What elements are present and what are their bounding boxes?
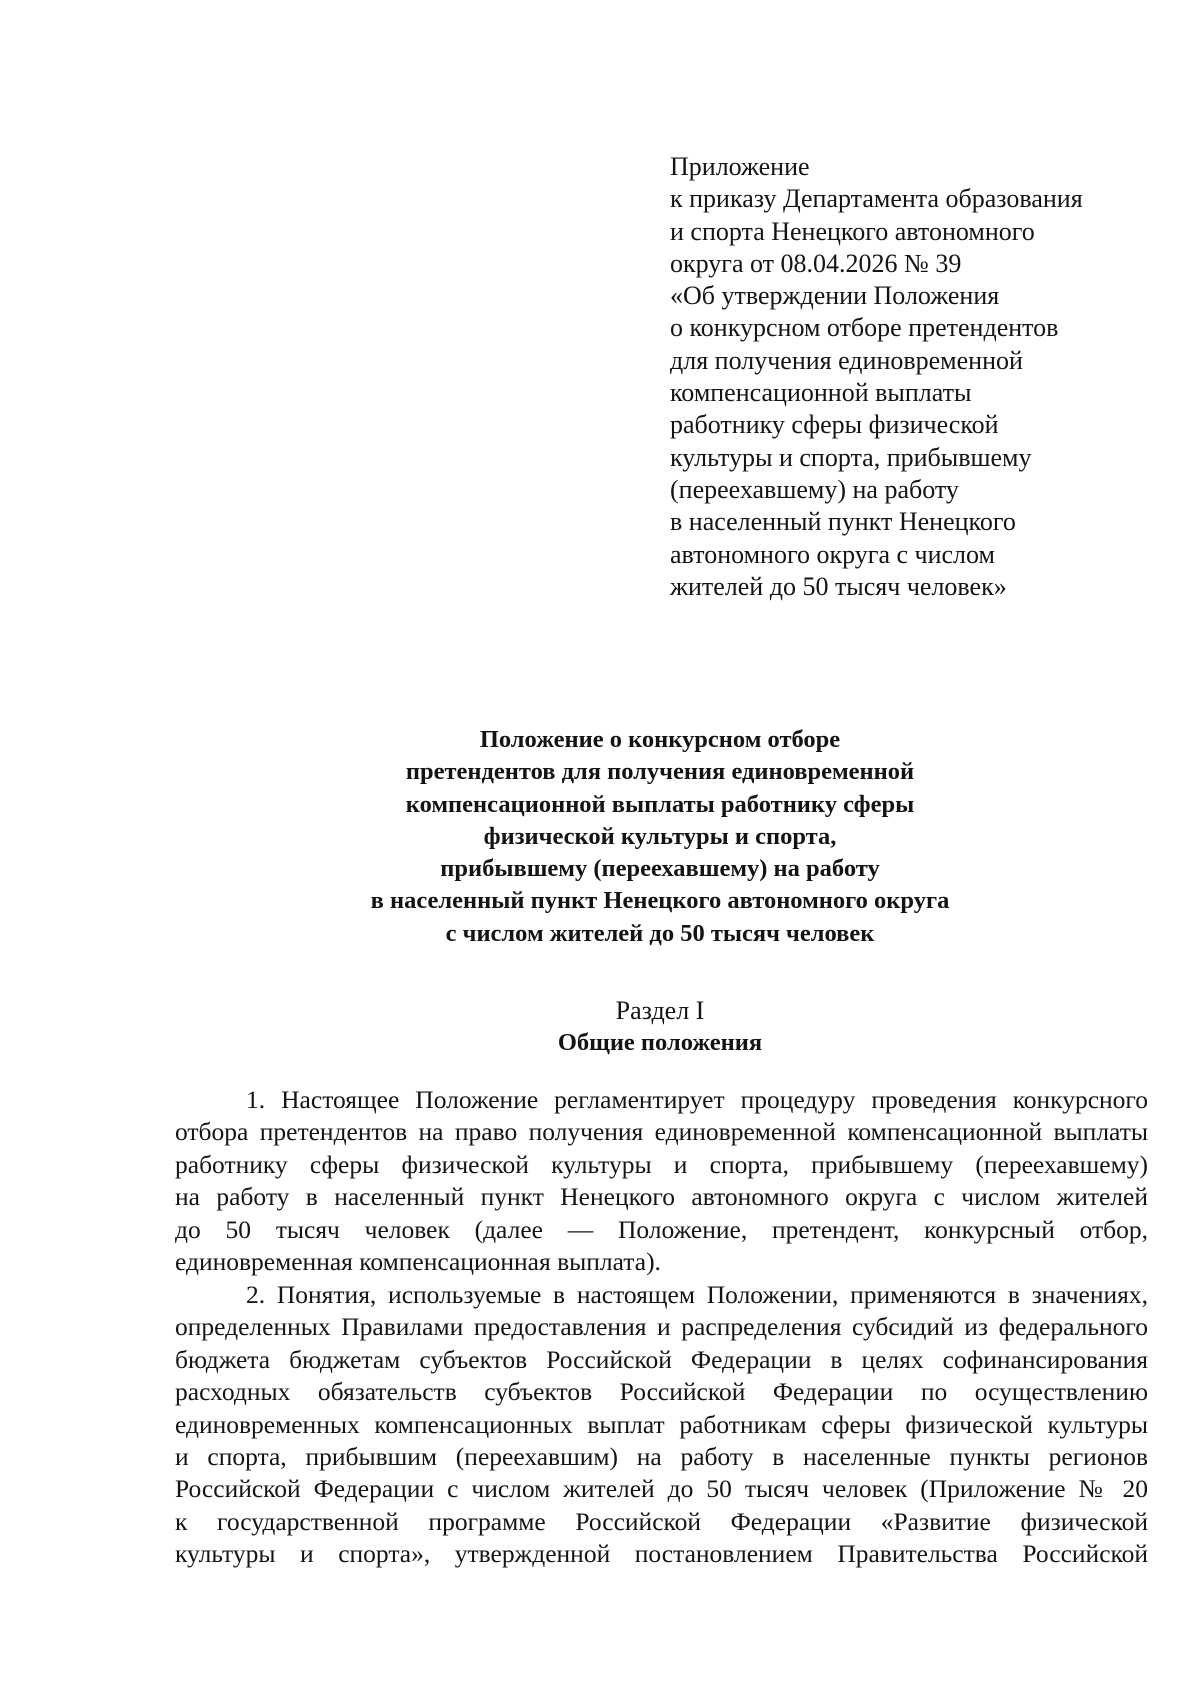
paragraph-line: и спорта, прибывшим (переехавшим) на работу в населенные пункты регионов — [175, 1441, 1148, 1471]
appendix-line: округа от 08.04.2026 № 39 — [670, 248, 962, 278]
paragraph-line: единовременная компенсационная выплата). — [175, 1246, 661, 1276]
title-line: физической культуры и спорта, — [483, 822, 837, 850]
appendix-line: и спорта Ненецкого автономного — [670, 216, 1035, 246]
paragraph-line: на работу в населенный пункт Ненецкого автономного округа с числом жителей — [175, 1182, 1148, 1212]
paragraph-1 — [175, 1084, 1148, 1278]
title-line: претендентов для получения единовременной — [405, 758, 915, 786]
appendix-line: автономного округа с числом — [670, 539, 995, 569]
appendix-line: компенсационной выплаты — [670, 378, 972, 408]
document-title — [150, 724, 1170, 950]
appendix-line: к приказу Департамента образования — [670, 184, 1083, 214]
appendix-line: Приложение — [670, 152, 810, 181]
title-line: прибывшему (переехавшему) на работу — [440, 855, 880, 883]
paragraph-2 — [175, 1279, 1148, 1571]
appendix-line: «Об утверждении Положения — [670, 281, 1000, 311]
section-heading: Общие положения — [557, 1029, 763, 1056]
title-line: в населенный пункт Ненецкого автономного округа — [370, 887, 950, 915]
appendix-line: (переехавшему) на работу — [670, 474, 959, 504]
paragraph-line: до 50 тысяч человек (далее — Положение, претендент, конкурсный отбор, — [175, 1214, 1148, 1244]
appendix-line: в населенный пункт Ненецкого — [670, 507, 1016, 537]
paragraph-line: работнику сферы физической культуры и спорта, прибывшему (переехавшему) — [175, 1149, 1148, 1179]
section-number: Раздел I — [615, 996, 705, 1025]
title-line: компенсационной выплаты работнику сферы — [405, 790, 915, 818]
paragraph-line: расходных обязательств субъектов Российской Федерации по осуществлению — [175, 1377, 1148, 1407]
appendix-line: культуры и спорта, прибывшему — [670, 442, 1032, 472]
paragraph-line: культуры и спорта», утвержденной постановлением Правительства Российской — [175, 1539, 1148, 1569]
paragraph-line: единовременных компенсационных выплат работникам сферы физической культуры — [175, 1409, 1148, 1439]
paragraph-line: 2. Понятия, используемые в настоящем Положении, применяются в значениях, — [246, 1280, 1148, 1309]
title-line: с числом жителей до 50 тысяч человек — [445, 919, 875, 947]
paragraph-line: отбора претендентов на право получения единовременной компенсационной выплаты — [175, 1117, 1148, 1147]
paragraph-line: к государственной программе Российской Федерации «Развитие физической — [175, 1506, 1148, 1536]
paragraph-line: бюджета бюджетам субъектов Российской Федерации в целях софинансирования — [175, 1344, 1148, 1374]
paragraph-line: Российской Федерации с числом жителей до 50 тысяч человек (Приложение № 20 — [175, 1474, 1148, 1504]
appendix-line: работнику сферы физической — [670, 410, 999, 440]
paragraph-line: определенных Правилами предоставления и распределения субсидий из федерального — [175, 1312, 1148, 1342]
appendix-line: о конкурсном отборе претендентов — [670, 313, 1059, 343]
title-line: Положение о конкурсном отборе — [479, 726, 841, 753]
appendix-note — [670, 151, 1170, 603]
paragraph-line: 1. Настоящее Положение регламентирует процедуру проведения конкурсного — [246, 1085, 1148, 1114]
appendix-line: жителей до 50 тысяч человек» — [670, 571, 1007, 601]
appendix-line: для получения единовременной — [670, 345, 1023, 375]
